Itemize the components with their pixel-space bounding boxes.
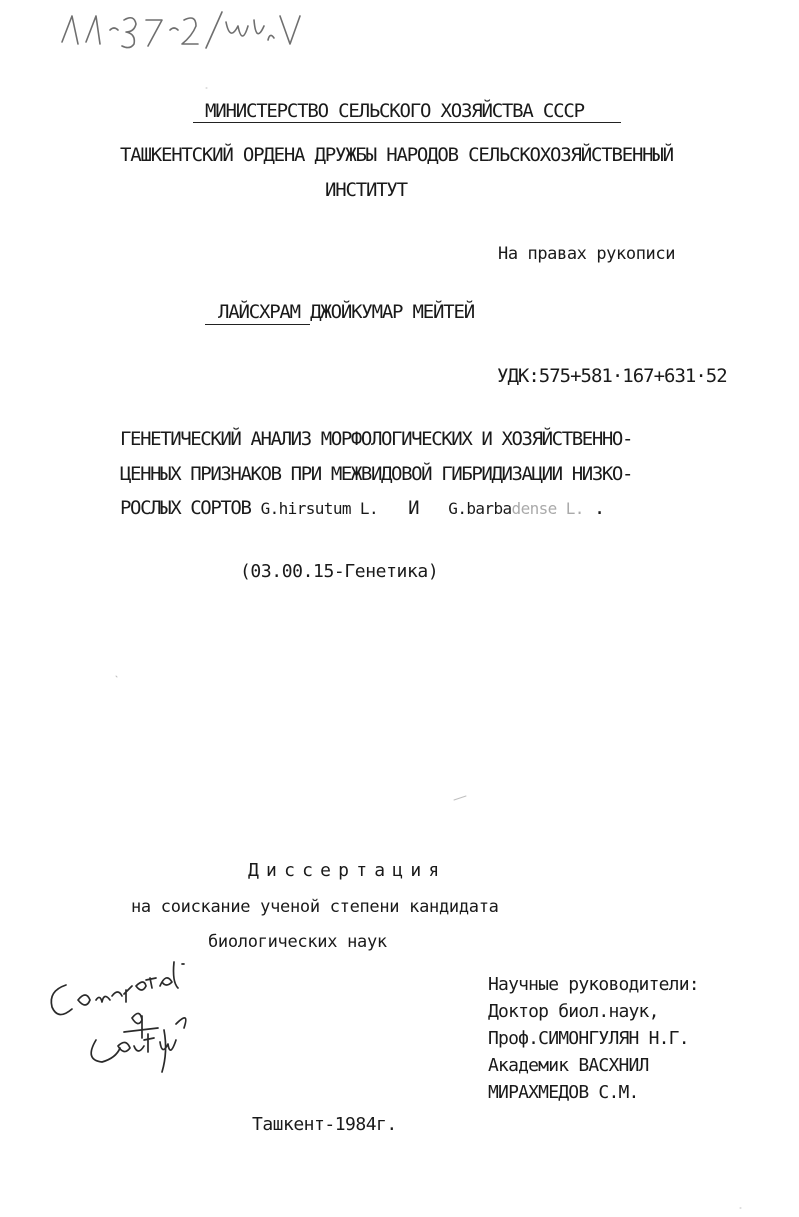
supervisor-line4: МИРАХМЕДОВ С.М. — [488, 1082, 639, 1103]
manuscript-rights-note: На правах рукописи — [498, 244, 676, 264]
supervisor-line2: Проф.СИМОНГУЛЯН Н.Г. — [488, 1028, 689, 1049]
institute-name-line2: ИНСТИТУТ — [325, 179, 407, 201]
author-underline — [205, 324, 310, 325]
title-conjunction: И — [408, 497, 419, 519]
supervisor-line1: Доктор биол.наук, — [488, 1001, 659, 1022]
place-and-year: Ташкент-1984г. — [252, 1114, 397, 1135]
thesis-title-line3 — [120, 496, 604, 521]
specialty-code: (03.00.15-Генетика) — [240, 561, 439, 582]
thesis-title-line3-prefix: РОСЛЫХ СОРТОВ — [120, 497, 251, 519]
ministry-heading: МИНИСТЕРСТВО СЕЛЬСКОГО ХОЗЯЙСТВА СССР — [205, 100, 584, 122]
degree-line1: на соискание ученой степени кандидата — [131, 897, 499, 917]
supervisor-line3: Академик ВАСХНИЛ — [488, 1055, 649, 1076]
thesis-title-line2: ЦЕННЫХ ПРИЗНАКОВ ПРИ МЕЖВИДОВОЙ ГИБРИДИЗАЦИИ НИЗКО- — [120, 463, 632, 485]
title-end-mark: . — [593, 497, 604, 519]
supervisors-heading: Научные руководители: — [488, 974, 699, 995]
institute-name-line1: ТАШКЕНТСКИЙ ОРДЕНА ДРУЖБЫ НАРОДОВ СЕЛЬСКОХОЗЯЙСТВЕННЫЙ — [120, 144, 673, 166]
degree-line2: биологических наук — [208, 932, 387, 952]
species-barbadense-visible: G.barba — [448, 499, 512, 518]
species-hirsutum: G.hirsutum L. — [260, 499, 378, 518]
udc-code: УДК:575+581·167+631·52 — [497, 365, 727, 387]
thesis-title-line1: ГЕНЕТИЧЕСКИЙ АНАЛИЗ МОРФОЛОГИЧЕСКИХ И ХОЗЯЙСТВЕННО- — [120, 428, 632, 450]
author-name: ЛАЙСХРАМ ДЖОЙКУМАР МЕЙТЕЙ — [218, 301, 474, 323]
dissertation-label: Диссертация — [248, 860, 447, 881]
species-barbadense — [448, 499, 584, 518]
ministry-underline — [193, 122, 621, 123]
species-barbadense-faded: dense L. — [511, 499, 584, 518]
